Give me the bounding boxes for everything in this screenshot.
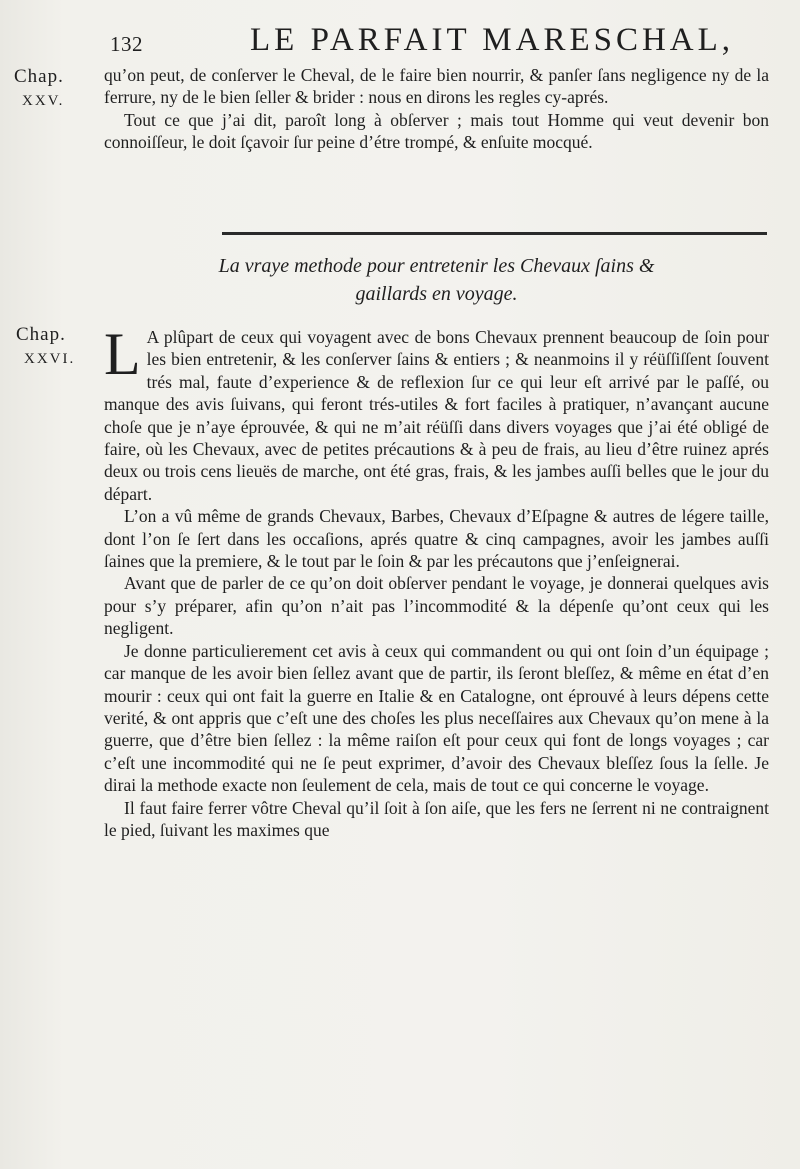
paragraph: Tout ce que j’ai dit, paroît long à obſerver ; mais tout Homme qui veut devenir bon connoiſſeur, le doit ſçavoir ſur peine d’étre trompé, & enſuite mocqué. xyxy=(104,109,769,153)
margin-note-chapter-26 xyxy=(16,322,75,372)
paragraph: Il faut faire ferrer vôtre Cheval qu’il ſoit à ſon aiſe, que les fers ne ſerrent ni ne contraignent le pied, ſuivant les maximes que xyxy=(104,797,769,840)
margin-note-number: XXV. xyxy=(22,93,65,109)
chapter-body xyxy=(104,321,769,841)
paragraph: Je donne particulierement cet avis à ceux qui commandent ou qui ont ſoin d’un équipage ; car manque de les avoir bien ſellez avant que de partir, ils ſeront bleſſez, & même en état d’en mourir : ceux qui ont fait la guerre en Italie & en Catalogne, ont éprouvé à leurs dépens cette verité, & ont appris que c’eſt une des choſes les plus neceſſaires aux Chevaux qu’on mene à la guerre, que d’être bien ſellez : la même raiſon eſt pour ceux qui font de longs voyages ; car c’eſt une incommodité qui ne ſe peut exprimer, d’avoir des Chevaux bleſſez ſous la ſelle. Je dirai la methode exacte non ſeulement de cela, mais de tout ce qui concerne le voyage. xyxy=(104,640,769,796)
margin-note-label: Chap. xyxy=(16,324,66,345)
section-divider xyxy=(222,232,767,235)
paragraph-text: A plûpart de ceux qui voyagent avec de bons Chevaux prennent beaucoup de ſoin pour les bien entretenir, & les conſerver ſains & entiers ; & neanmoins il y réüſſiſſent ſouvent trés mal, faute d’experience & de reflexion ſur ce qui leur eſt arrivé par le paſſé, ou manque des avis ſuivans, qui feront trés-utiles & fort faciles à pratiquer, n’avançant aucune choſe que je n’aye éprouvée, & qui ne m’ait réüſſi dans divers voyages que j’ai été obligé de faire, où les Chevaux, avec de petites précautions & à peu de frais, au lieu d’être ruinez aprés deux ou trois cens lieuës de marche, ont été gras, frais, & les jambes auſſi belles que le jour du départ. xyxy=(104,327,769,504)
section-title-line: La vraye methode pour entretenir les Chevaux ſains & xyxy=(218,255,655,277)
paragraph xyxy=(104,321,769,505)
page-header xyxy=(106,22,766,66)
paragraph: Avant que de parler de ce qu’on doit obſerver pendant le voyage, je donnerai quelques avis pour s’y préparer, afin qu’on n’ait pas l’incommodité & la dépenſe qu’ont ceux qui les negligent. xyxy=(104,573,769,639)
running-title: LE PARFAIT MARESCHAL, xyxy=(250,22,735,58)
paragraph: L’on a vû même de grands Chevaux, Barbes, Chevaux d’Eſpagne & autres de légere taille, dont l’on ſe ſert dans les occaſions, aprés quatre & cinq campagnes, avoir les jambes auſſi ſaines que la premiere, & le tout par le ſoin & par les précautons que j’enſeignerai. xyxy=(104,506,769,572)
drop-cap: L xyxy=(104,321,141,387)
paragraph: qu’on peut, de conſerver le Cheval, de le faire bien nourrir, & panſer ſans negligence ny de la ferrure, ny de le bien ſeller & brider : nous en dirons les regles cy-aprés. xyxy=(104,65,769,108)
margin-note-label: Chap. xyxy=(14,66,64,87)
page-number: 132 xyxy=(110,32,143,56)
margin-note-number: XXVI. xyxy=(24,351,76,367)
section-title-line: gaillards en voyage. xyxy=(355,283,518,305)
section-title xyxy=(104,252,769,308)
margin-note-chapter-25 xyxy=(14,64,64,114)
intro-text xyxy=(104,64,769,154)
